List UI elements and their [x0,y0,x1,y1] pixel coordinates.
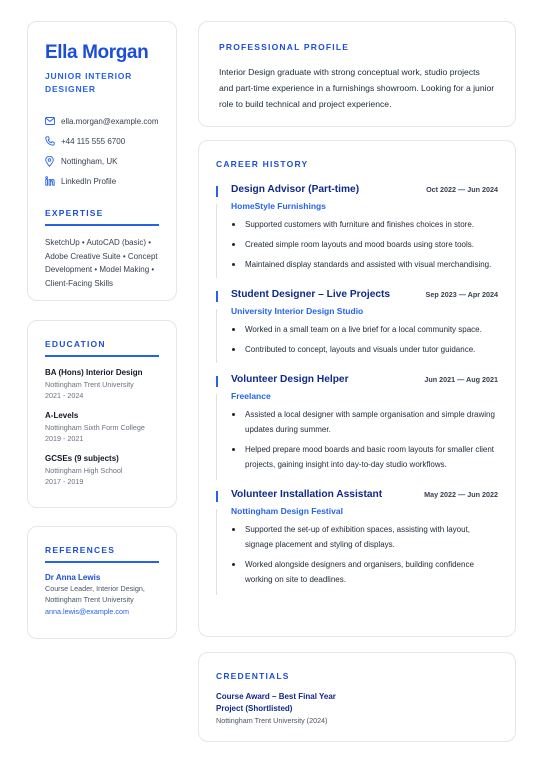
reference-name: Dr Anna Lewis [45,573,101,582]
job-bullets [231,322,498,357]
education-card [27,320,177,508]
references-rule [45,561,159,563]
job-dates: Oct 2022 — Jun 2024 [426,185,498,194]
reference-role-1: Course Leader, Interior Design, [45,584,145,593]
job-bullets [231,217,498,272]
job-title: Design Advisor (Part-time) [231,184,360,195]
expertise-heading: EXPERTISE [45,208,104,218]
profile-card [198,21,516,127]
job-organisation: University Interior Design Studio [231,306,364,316]
job-organisation: HomeStyle Furnishings [231,201,326,211]
education-years: 2017 - 2019 [45,477,84,486]
job-timeline [216,509,217,595]
linkedin-icon [45,176,61,186]
job-timeline [216,394,217,480]
reference-role-2: Nottingham Trent University [45,594,134,604]
credential-title: Course Award – Best Final Year Project (Shortlisted) [216,692,336,713]
education-title: BA (Hons) Interior Design [45,368,143,377]
education-years: 2019 - 2021 [45,434,84,443]
job-bullet: Worked alongside designers and organisers, building confidence working on site to deadlines. [231,557,498,587]
job-entry [216,184,498,272]
job-title: Volunteer Installation Assistant [231,489,383,500]
credentials-heading: CREDENTIALS [216,671,290,681]
references-card [27,526,177,639]
mail-icon [45,117,61,125]
identity-card [27,21,177,301]
education-rule [45,355,159,357]
job-entry [216,289,498,357]
job-bullet: Supported customers with furniture and finishes choices in store. [231,217,498,232]
location-text: Nottingham, UK [61,156,118,166]
job-bullet: Supported the set-up of exhibition spaces, assisting with layout, signage placement and styling of displays. [231,522,498,552]
credential-issuer: Nottingham Trent University (2024) [216,716,328,725]
job-entry [216,489,498,587]
job-dates: Jun 2021 — Aug 2021 [424,375,498,384]
location-pin-icon [45,156,61,167]
profile-heading: PROFESSIONAL PROFILE [219,42,350,52]
references-heading: REFERENCES [45,545,116,555]
phone-text: +44 115 555 6700 [61,136,126,146]
email-text: ella.morgan@example.com [61,116,159,126]
job-organisation: Nottingham Design Festival [231,506,343,516]
candidate-role [45,70,159,96]
education-school: Nottingham Trent University [45,380,134,389]
contact-list [45,111,159,191]
expertise-text: SketchUp • AutoCAD (basic) • Adobe Creative Suite • Concept Development • Model Making • Client-Facing Skills [45,238,158,288]
job-bullet: Helped prepare mood boards and basic room layouts for smaller client projects, gaining insight into day-to-day studio workflows. [231,442,498,472]
job-marker [216,376,218,387]
career-heading: CAREER HISTORY [216,159,309,169]
education-title: GCSEs (9 subjects) [45,454,119,463]
job-bullet: Assisted a local designer with sample organisation and simple drawing updates during summer. [231,407,498,437]
education-heading: EDUCATION [45,339,106,349]
education-item [45,410,159,444]
job-bullet: Created simple room layouts and mood boards using store tools. [231,237,498,252]
job-bullets [231,522,498,587]
job-timeline [216,204,217,278]
job-marker [216,291,218,302]
contact-phone[interactable] [45,131,159,151]
candidate-name: Ella Morgan [45,42,149,63]
job-bullet: Maintained display standards and assisted with visual merchandising. [231,257,498,272]
job-organisation: Freelance [231,391,271,401]
role-line-1: JUNIOR INTERIOR [45,71,133,81]
job-dates: Sep 2023 — Apr 2024 [425,290,498,299]
education-school: Nottingham Sixth Form College [45,423,145,432]
job-timeline [216,309,217,363]
job-bullets [231,407,498,472]
job-bullet: Worked in a small team on a live brief for a local community space. [231,322,498,337]
job-entry [216,374,498,472]
contact-location [45,151,159,171]
reference-email-link[interactable]: anna.lewis@example.com [45,607,130,616]
education-item [45,453,159,487]
education-item [45,367,159,401]
job-bullet: Contributed to concept, layouts and visuals under tutor guidance. [231,342,498,357]
education-title: A-Levels [45,411,79,420]
expertise-rule [45,224,159,226]
contact-linkedin[interactable] [45,171,159,191]
job-dates: May 2022 — Jun 2022 [424,490,498,499]
career-card [198,140,516,637]
contact-email[interactable] [45,111,159,131]
linkedin-text: LinkedIn Profile [61,176,117,186]
education-years: 2021 - 2024 [45,391,84,400]
job-title: Student Designer – Live Projects [231,289,391,300]
credentials-card [198,652,516,742]
expertise-section [45,208,159,290]
role-line-2: DESIGNER [45,84,96,94]
education-school: Nottingham High School [45,466,123,475]
job-title: Volunteer Design Helper [231,374,349,385]
phone-icon [45,136,61,146]
job-marker [216,186,218,197]
profile-text: Interior Design graduate with strong conceptual work, studio projects and part-time experience in a furnishings showroom. Looking for a junior role to build technical and project experience. [219,67,495,109]
job-marker [216,491,218,502]
